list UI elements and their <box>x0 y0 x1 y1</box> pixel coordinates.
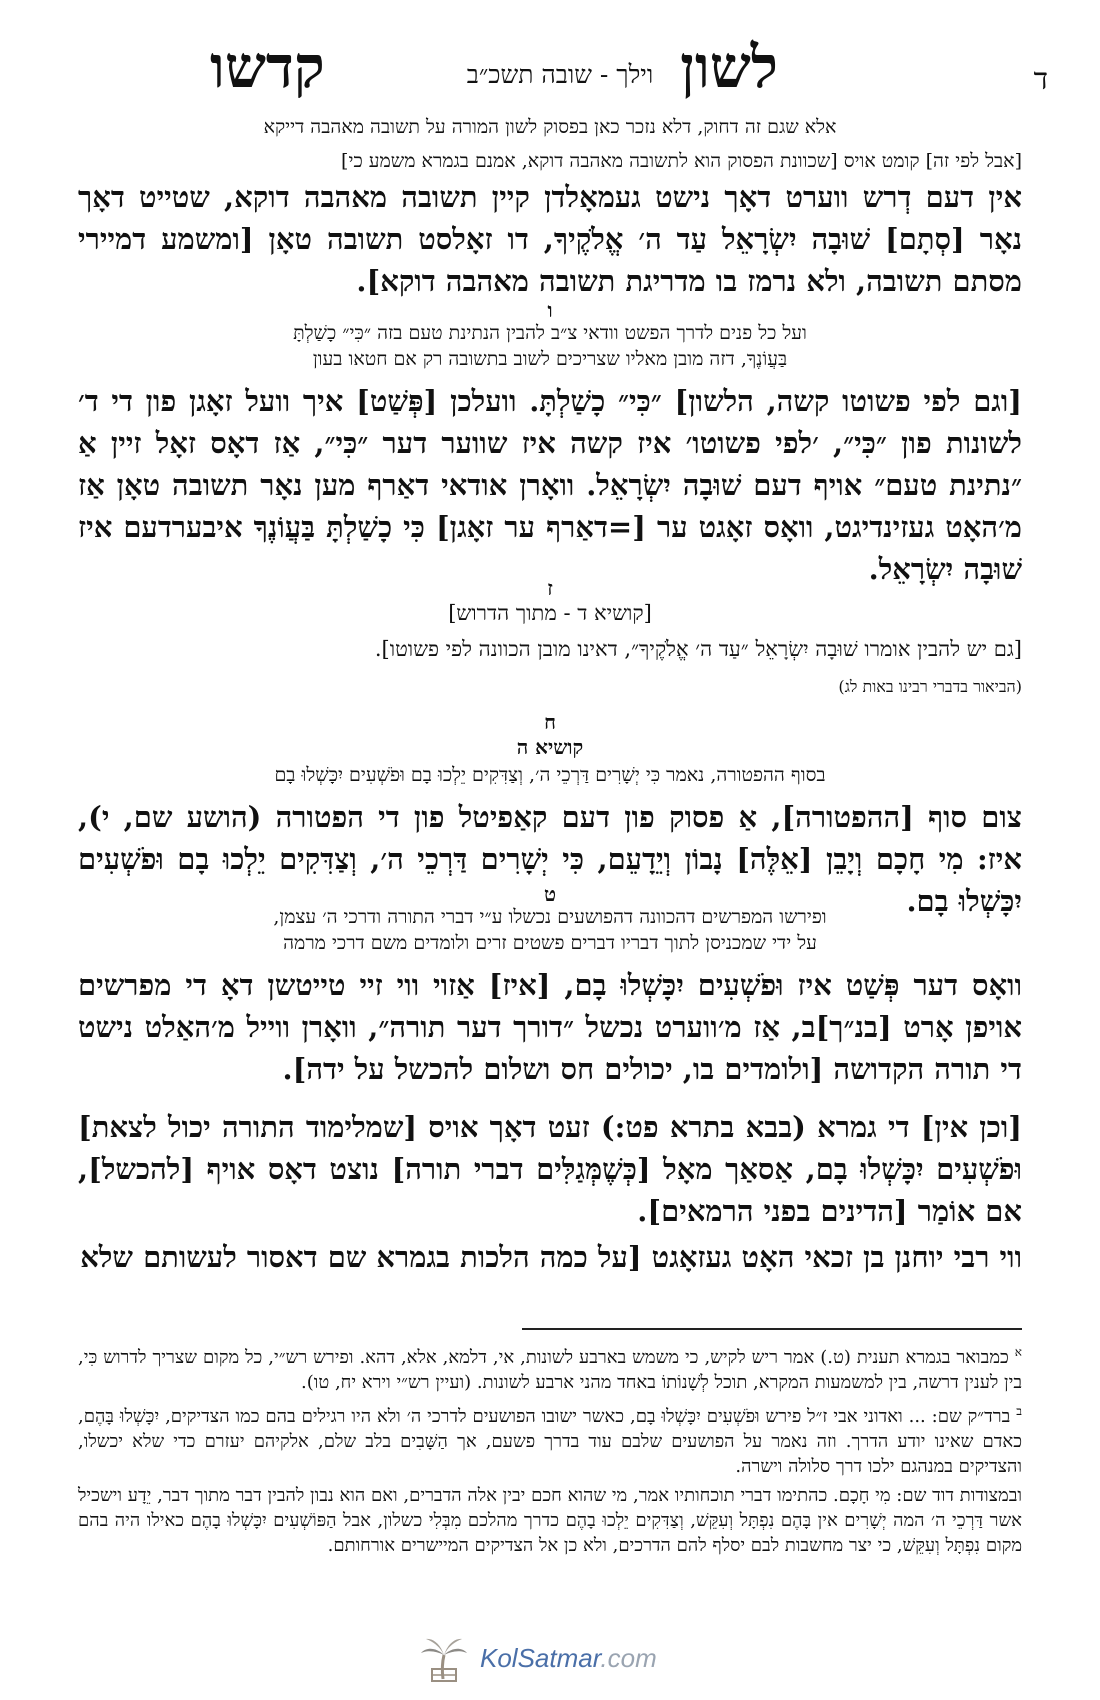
section-vav-body: [וגם לפי פשוטו קשה, הלשון] ״כִּי״ כָשַׁלְתָּ. וועלכן [פְּשַׁט] איך וועל זאָגן פון די ד׳ לשונות פון ״כִּי״, ׳לפי פשוטו׳ איז קשה איז שווער דער ״כִּי״, אַז דאָס זאָל זיין אַ ״נתינת טעם״ אויף דעם שׁוּבָה יִשְׂרָאֵל. וואָרן אודאי דאַרף מען נאָר תשובה טאָן אַז מ׳האָט געזינדיגט, וואָס זאָגט ער [=דאַרף ער זאָגן] כִּי כָשַׁלְתָּ בַּעֲוֹנֶךָ איבערדעם איז שׁוּבָה יִשְׂרָאֵל. <box>78 384 1023 586</box>
paragraph-last: ווי רבי יוחנן בן זכאי האָט געזאָגט [על כמה הלכות בגמרא שם דאסור לעשותם שלא <box>80 1240 1022 1274</box>
section-tet-summary-2: על ידי שמכניסן לתוך דבריו דברים פשטים זרים ולומדים משם דרכי מרמה <box>283 932 817 954</box>
footnote-text: ובמצודות דוד שם: מִי חָכָם. כהתימו דברי תוכחותיו אמר, מי שהוא חכם יבין אלה הדברים, ואם הוא נבון להבין דבר מתוך דבר, יֵדָע וישכיל אשר דַּרְכֵי ה׳ המה יְשָׁרִים אין בָּהֶם נִפְתָּל וְעִקֵּשׁ, וְצַדִּקִים יֵלְכוּ בָהֶם כדרך מהלכם מִבְּלִי כשלון, אבל הַפּוֹשְׁעִים יִכָּשְׁלוּ בָהֶם כאילו היה בהם מקום נִפְתָּל וְעִקֵּשׁ, כי יצר מחשבות לבם יסלף להם הדרכים, ולא כן אל הצדיקים המיישרים אורחותם. <box>78 1485 1022 1556</box>
palm-tree-logo-icon <box>418 1633 470 1683</box>
section-vav-summary-1: ועל כל פנים לדרך הפשט וודאי צ״ב להבין הנתינת טעם בזה ״כִּי״ כָשַׁלְתָּ <box>293 322 807 344</box>
footnote-mark: א <box>1014 1345 1022 1359</box>
footnote-mark: ב <box>1016 1404 1022 1418</box>
section-letter-chet: ח <box>544 710 556 734</box>
paragraph-gemara: [וכן אין] די גמרא (בבא בתרא פט:) זעט דאָך אויס [שמלימוד התורה יכול לצאת] וּפֹשְׁעִים יִכָּשְׁלוּ בָם, אַסאַך מאָל [כְּשֶׁמְּגַלִּים דברי תורה] נוצט דאָס אויף [להכשל], אם אוֹמַר [הדינים בפני הרמאים]. <box>78 1110 1022 1228</box>
page-letter: ד <box>1033 62 1048 97</box>
section-vav-summary-2: בַּעֲוֹנֶךָ, דזה מובן מאליו שצריכים לשוב בתשובה רק אם חטאו בעון <box>312 348 788 370</box>
section-letter-vav: ו <box>547 298 553 322</box>
intro-summary: אלא שגם זה דחוק, דלא נזכר כאן בפסוק לשון המורה על תשובה מאהבה דייקא <box>263 116 837 138</box>
watermark-tld: .com <box>600 1643 657 1673</box>
paragraph-1-main: אין דעם דְרש ווערט דאָך נישט געמאָלדן קיין תשובה מאהבה דוקא, שטייט דאָך נאָר [סְתָם] שׁוּבָה יִשְׂרָאֵל עַד ה׳ אֱלֹקֶיךָ, דו זאָלסט תשובה טאָן [ומשמע דמיירי מסתם תשובה, ולא נרמז בו מדריגת תשובה מאהבה דוקא]. <box>78 180 1022 298</box>
section-chet-body: צום סוף [ההפטורה], אַ פסוק פון דעם קאַפיטל פון די הפטורה (הושע שם, י), איז: מִי חָכָם וְיָבֵן [אֵלֶּה] נָבוֹן וְיֵדָעֵם, כִּי יְשָׁרִים דַּרְכֵי ה׳, וְצַדִּקִים יֵלְכוּ בָם וּפֹשְׁעִים יִכָּשְׁלוּ בָם. <box>78 800 1022 918</box>
footnote <box>78 1399 1022 1479</box>
watermark-text <box>480 1643 657 1674</box>
footnote-text: כמבואר בגמרא תענית (ט.) אמר ריש לקיש, כי משמש בארבע לשונות, אי, דלמא, אלא, דהא. ופירש רש״י, כל מקום שצריך לדרוש כִּי, בין לענין דרשה, בין למשמעות המקרא, תוכל לְשָׁנוֹתוֹ באחד מהני ארבע לשונות. (ועיין רש״י וירא יח, טו). <box>78 1347 1022 1393</box>
header-parasha: וילך - שובה תשכ״ב <box>466 60 654 89</box>
footnote-text: ברד״ק שם: ... ואדוני אבי ז״ל פירש וּפֹשְׁעִים יִכָּשְׁלוּ בָם, כאשר ישובו הפושעים לדרכי ה׳ ולא היו רגילים בהם כמו הצדיקים, יִכָּשְׁלוּ בָּהֶם, כאדם שאינו יודע הדרך. וזה נאמר על הפושעים שלבם עוד בדרך פשעם, אך הַשָּׁבִים בלב שלם, אלקיהם יעזרם כדי שלא יכשלו, והצדיקים במנהגם ילכו דרך סלולה וישרה. <box>78 1406 1022 1477</box>
section-chet-title: קושיא ה <box>516 735 584 759</box>
section-tet-body: וואָס דער פְּשַׁט איז וּפֹשְׁעִים יִכָּשְׁלוּ בָם, [איז] אַזוי ווי זיי טייטשן דאָ די מפרשים אויפן אָרט [בנ״ך]ב, אַז מ׳ווערט נכשל ״דורך דער תורה״, וואָרן ווייל מ׳האַלט נישט די תורה הקדושה [ולומדים בו, יכולים חס ושלום להכשל על ידה]. <box>78 968 1022 1086</box>
section-tet-summary-1: ופירשו המפרשים דהכוונה דהפושעים נכשלו ע״י דברי התורה ודרכי ה׳ עצמן, <box>273 906 827 928</box>
header-title-right: לשון <box>680 33 778 101</box>
paragraph-1-bracket: [אבל לפי זה] קומט אויס [שכוונת הפסוק הוא לתשובה מאהבה דוקא, אמנם בגמרא משמע כי] <box>341 150 1022 172</box>
footnote <box>78 1340 1022 1395</box>
header-title-left: קדשו <box>210 33 325 101</box>
watermark <box>418 1633 708 1683</box>
section-zayin-note: (הביאור בדברי רבינו באות לג) <box>838 677 1022 696</box>
section-zayin-title: [קושיא ד - מתוך הדרוש] <box>448 601 652 625</box>
section-letter-tet: ט <box>543 882 557 906</box>
footnote <box>78 1483 1022 1558</box>
watermark-brand: KolSatmar <box>480 1643 601 1673</box>
section-letter-zayin: ז <box>547 576 553 600</box>
section-zayin-body: [גם יש להבין אומרו שׁוּבָה יִשְׂרָאֵל ״עַד ה׳ אֱלֹקֶיךָ״, דאינו מובן הכוונה לפי פשוטו]. <box>374 637 1022 661</box>
section-chet-summary: בסוף ההפטורה, נאמר כִּי יְשָׁרִים דַּרְכֵי ה׳, וְצַדִּקִים יֵלְכוּ בָם וּפֹשְׁעִים יִכָּשְׁלוּ בָם <box>274 764 826 786</box>
footnotes <box>78 1340 1022 1562</box>
footnote-divider <box>522 1328 1022 1330</box>
